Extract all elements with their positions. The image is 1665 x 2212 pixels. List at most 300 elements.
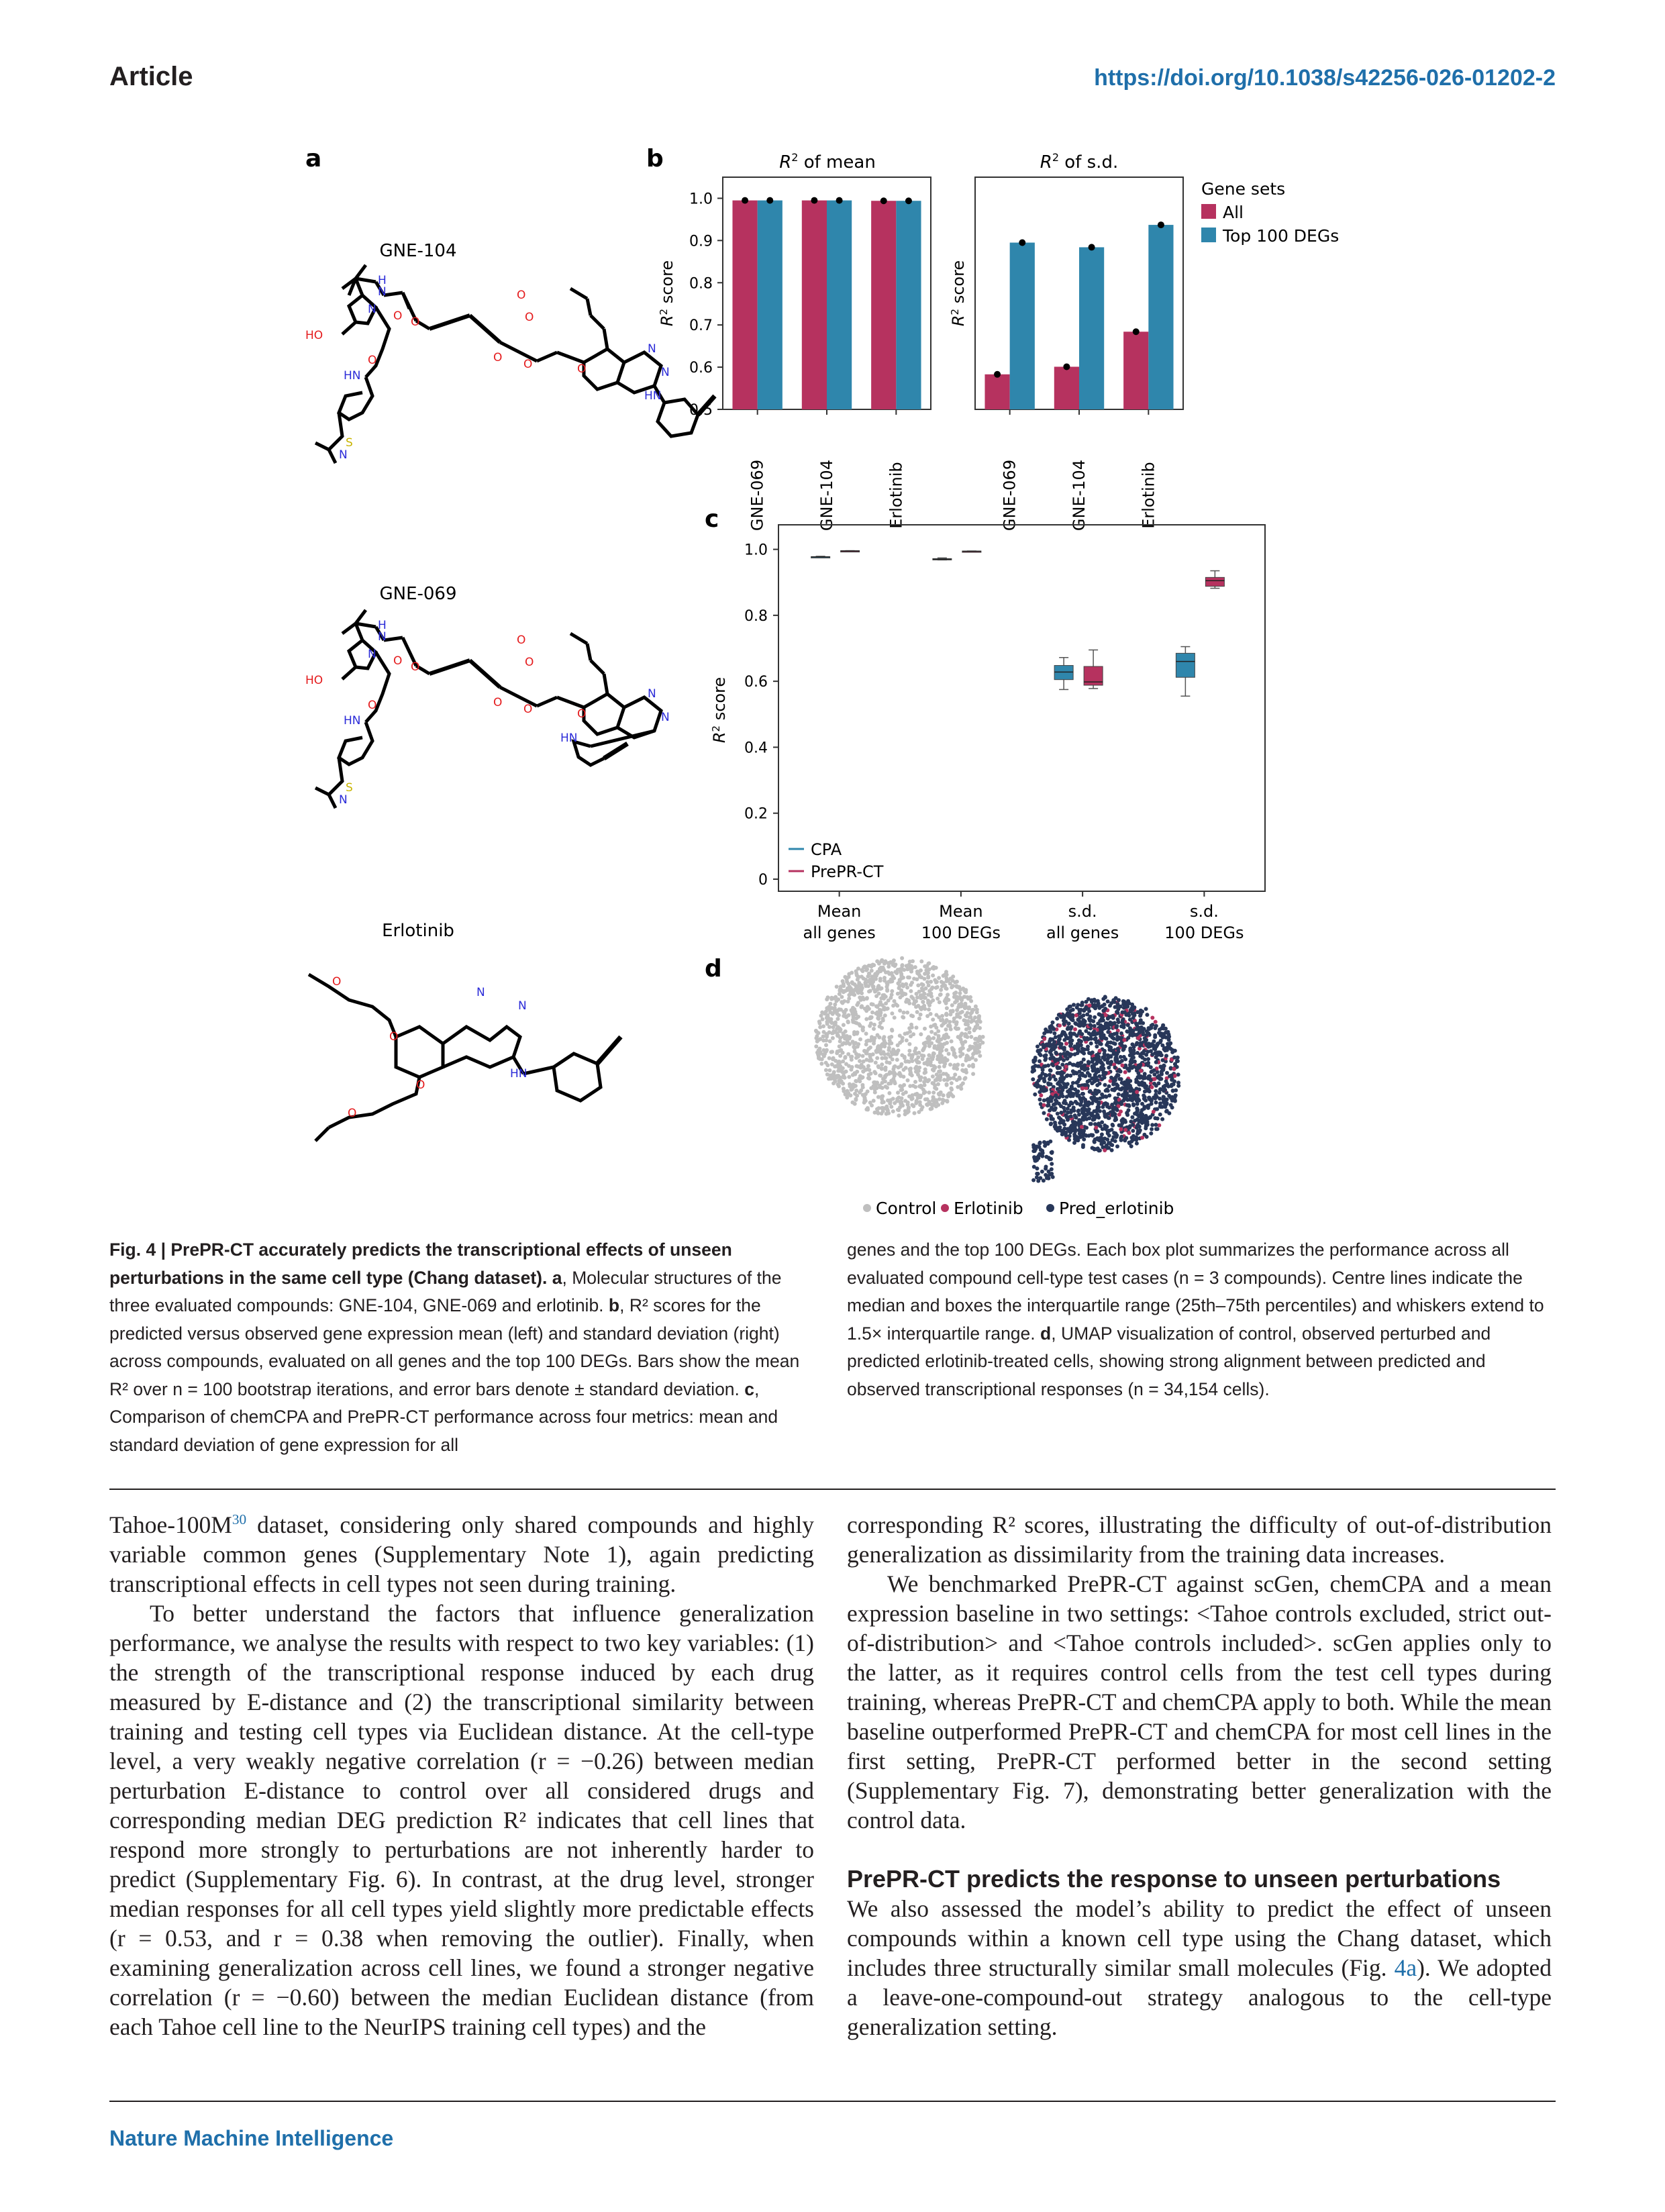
umap-point-perturbed xyxy=(1099,1027,1103,1031)
umap-point-control xyxy=(873,972,877,976)
umap-point-control xyxy=(963,995,967,999)
umap-point-perturbed xyxy=(1096,1021,1100,1025)
umap-point-control xyxy=(929,1107,934,1111)
umap-point-control xyxy=(933,1023,937,1027)
umap-point-perturbed xyxy=(1093,1024,1097,1028)
umap-point-perturbed xyxy=(1051,1026,1055,1030)
umap-point-control xyxy=(906,1101,910,1105)
umap-point-perturbed xyxy=(1071,1008,1075,1012)
umap-point-perturbed xyxy=(1082,1036,1087,1040)
umap-point-control xyxy=(961,1063,965,1067)
umap-point-perturbed xyxy=(1099,1042,1103,1046)
umap-point-control xyxy=(881,1109,885,1113)
umap-point-perturbed xyxy=(1130,1115,1134,1119)
umap-point-control xyxy=(967,1026,971,1030)
umap-point-perturbed xyxy=(1093,1063,1097,1067)
umap-point-perturbed xyxy=(1087,1061,1091,1065)
umap-point-control xyxy=(814,1044,818,1048)
umap-point-control xyxy=(880,1067,884,1071)
umap-point-perturbed xyxy=(1103,1083,1107,1087)
umap-point-perturbed xyxy=(1045,1117,1049,1121)
svg-text:O: O xyxy=(416,1078,425,1092)
umap-point-control xyxy=(960,1052,964,1056)
umap-point-control xyxy=(971,1064,975,1068)
umap-point-perturbed xyxy=(1145,1013,1149,1017)
umap-point-control xyxy=(858,1038,862,1042)
umap-point-control xyxy=(926,976,930,980)
umap-point-control xyxy=(904,982,908,986)
umap-point-perturbed xyxy=(1165,1097,1169,1101)
umap-point-control xyxy=(942,1093,946,1097)
svg-text:O: O xyxy=(389,1030,399,1044)
body-column-right xyxy=(847,1510,1552,2042)
umap-point-control xyxy=(915,995,919,999)
umap-point-perturbed xyxy=(1152,1072,1156,1076)
umap-point-perturbed xyxy=(1103,1148,1107,1152)
umap-point-perturbed xyxy=(1136,1036,1140,1040)
umap-point-control xyxy=(842,1023,846,1027)
umap-point-perturbed xyxy=(1042,1046,1046,1050)
umap-point-control xyxy=(960,1032,964,1036)
umap-point-perturbed xyxy=(1052,1103,1056,1107)
umap-point-control xyxy=(815,1040,819,1044)
umap-point-perturbed xyxy=(1154,1127,1158,1131)
svg-text:O: O xyxy=(523,703,533,716)
umap-point-perturbed xyxy=(1131,1134,1136,1138)
umap-point-control xyxy=(905,986,909,990)
umap-point-perturbed xyxy=(1101,1105,1105,1109)
umap-point-control xyxy=(921,995,925,999)
umap-point-control xyxy=(947,1091,951,1095)
umap-point-perturbed xyxy=(1072,1092,1076,1096)
umap-point-perturbed xyxy=(1064,1042,1068,1046)
umap-point-control xyxy=(971,1072,975,1076)
umap-point-perturbed xyxy=(1068,1040,1072,1044)
umap-point-control xyxy=(860,974,864,978)
umap-point-perturbed xyxy=(1176,1080,1180,1085)
umap-point-control xyxy=(943,984,947,988)
umap-point-perturbed xyxy=(1091,1033,1095,1037)
umap-point-perturbed xyxy=(1172,1067,1176,1071)
umap-point-perturbed xyxy=(1068,1125,1072,1129)
umap-point-control xyxy=(872,1027,876,1031)
umap-point-control xyxy=(914,1052,918,1056)
umap-point-perturbed xyxy=(1132,1052,1136,1056)
legend-c-prepr-label: PrePR-CT xyxy=(811,862,884,881)
umap-point-control xyxy=(887,1048,891,1052)
umap-point-perturbed xyxy=(1042,1103,1046,1107)
umap-point-perturbed xyxy=(1094,1125,1098,1129)
svg-text:O: O xyxy=(393,654,403,668)
umap-point-control xyxy=(878,1085,882,1089)
umap-point-perturbed xyxy=(1052,1108,1056,1112)
umap-point-control xyxy=(945,1041,949,1045)
umap-point-control xyxy=(852,1015,856,1019)
umap-point-perturbed xyxy=(1117,1073,1121,1077)
umap-point-control xyxy=(824,1043,828,1047)
umap-point-control xyxy=(890,1029,894,1033)
umap-point-control xyxy=(903,1032,907,1036)
umap-point-perturbed xyxy=(1171,1089,1175,1093)
umap-point-perturbed xyxy=(1031,1143,1036,1147)
umap-point-perturbed xyxy=(1078,1102,1082,1106)
umap-point-perturbed xyxy=(1113,1101,1117,1105)
umap-point-control xyxy=(898,1084,902,1088)
umap-point-perturbed xyxy=(1084,1117,1089,1121)
umap-point-control xyxy=(934,1078,938,1083)
umap-point-perturbed xyxy=(1169,1074,1173,1078)
umap-point-control xyxy=(846,1052,850,1056)
umap-point-control xyxy=(841,1032,845,1036)
umap-point-control xyxy=(951,1095,955,1099)
umap-point-control xyxy=(839,1027,843,1032)
umap-point-perturbed xyxy=(1062,1106,1066,1110)
umap-point-perturbed xyxy=(1149,1049,1153,1053)
umap-point-perturbed xyxy=(1119,1100,1123,1104)
umap-point-perturbed xyxy=(1117,1093,1121,1097)
umap-point-perturbed xyxy=(1082,1068,1087,1072)
doi-link[interactable]: https://doi.org/10.1038/s42256-026-01202-2 xyxy=(1094,65,1556,91)
umap-point-control xyxy=(870,968,874,972)
umap-point-control xyxy=(915,1025,919,1029)
umap-point-perturbed xyxy=(1066,1082,1070,1086)
umap-point-perturbed xyxy=(1048,1077,1052,1081)
umap-point-control xyxy=(978,1026,982,1030)
umap-point-perturbed xyxy=(1090,1076,1094,1080)
umap-point-control xyxy=(948,1062,952,1066)
figure-4a-link[interactable]: 4a xyxy=(1394,1954,1417,1981)
umap-point-perturbed xyxy=(1145,1089,1149,1093)
article-label: Article xyxy=(109,62,193,91)
umap-point-control xyxy=(834,1023,838,1027)
umap-point-control xyxy=(844,1015,848,1019)
umap-point-control xyxy=(931,1091,936,1095)
umap-point-perturbed xyxy=(1163,1048,1167,1052)
umap-point-perturbed xyxy=(1136,1097,1140,1101)
umap-point-perturbed xyxy=(1158,1027,1162,1032)
umap-point-perturbed xyxy=(1073,1027,1077,1032)
umap-point-control xyxy=(828,1040,832,1044)
umap-point-control xyxy=(975,1047,979,1051)
c-xlabel-1-1: 100 DEGs xyxy=(921,923,1001,942)
umap-point-control xyxy=(890,979,894,983)
umap-point-perturbed xyxy=(1114,1087,1118,1091)
umap-point-perturbed xyxy=(1031,1065,1035,1069)
umap-point-perturbed xyxy=(1128,1098,1132,1102)
c-xlabel-0-1: all genes xyxy=(803,923,876,942)
svg-text:HN: HN xyxy=(560,732,578,745)
umap-point-control xyxy=(966,1007,970,1011)
umap-point-perturbed xyxy=(1056,1066,1060,1070)
umap-point-perturbed xyxy=(1113,1097,1117,1101)
c-xlabel-3-0: s.d. xyxy=(1189,902,1219,921)
umap-point-perturbed xyxy=(1141,1021,1145,1025)
umap-point-control xyxy=(931,1036,936,1040)
umap-point-control xyxy=(926,993,930,997)
umap-point-perturbed xyxy=(1047,1170,1051,1174)
umap-point-perturbed xyxy=(1038,1142,1042,1146)
umap-point-control xyxy=(899,1088,903,1092)
umap-point-perturbed xyxy=(1066,1036,1070,1040)
chart-b-left-title: $R^2$ of mean xyxy=(779,151,876,172)
umap-point-perturbed xyxy=(1038,1097,1042,1101)
b-right-bar-0-1 xyxy=(1010,243,1035,409)
umap-point-control xyxy=(872,1080,876,1085)
umap-point-perturbed xyxy=(1165,1101,1169,1105)
umap-point-control xyxy=(861,1070,865,1074)
umap-point-control xyxy=(925,1040,929,1044)
umap-point-perturbed xyxy=(1099,1066,1103,1070)
umap-point-control xyxy=(966,1048,970,1052)
umap-point-perturbed xyxy=(1081,1130,1085,1134)
umap-point-perturbed xyxy=(1089,1052,1093,1056)
umap-point-control xyxy=(923,1076,927,1080)
umap-point-control xyxy=(831,1056,836,1060)
umap-point-control xyxy=(897,1113,901,1117)
umap-point-control xyxy=(841,1066,845,1070)
chart-b-right-title: $R^2$ of s.d. xyxy=(1040,151,1119,172)
caption-text-c-cont: genes and the top 100 DEGs. Each box plot summarizes the performance across all evaluated compound cell-type test cases (n = 3 compounds). Centre lines indicate the median and boxes the interquartile range (25th–75th percentiles) and whiskers extend to 1.5× interquartile range. xyxy=(847,1240,1544,1344)
umap-point-perturbed xyxy=(1119,1032,1123,1036)
svg-text:N: N xyxy=(378,630,387,644)
umap-point-perturbed xyxy=(1150,1016,1154,1020)
umap-point-control xyxy=(869,982,873,986)
umap-point-perturbed xyxy=(1103,995,1107,999)
umap-point-control xyxy=(874,1060,878,1064)
umap-point-control xyxy=(933,978,937,982)
umap-point-perturbed xyxy=(1061,1030,1065,1034)
umap-point-control xyxy=(864,1032,868,1036)
umap-point-control xyxy=(926,971,930,975)
umap-point-perturbed xyxy=(1107,1105,1111,1109)
c-xlabel-3-1: 100 DEGs xyxy=(1164,923,1244,942)
umap-point-perturbed xyxy=(1106,1030,1110,1034)
umap-point-control xyxy=(947,1052,951,1056)
umap-point-perturbed xyxy=(1054,1093,1058,1097)
svg-text:O: O xyxy=(523,358,533,371)
svg-text:HN: HN xyxy=(510,1067,527,1080)
umap-point-perturbed xyxy=(1124,1136,1128,1140)
umap-point-perturbed xyxy=(1153,1026,1157,1030)
reference-30-link[interactable]: 30 xyxy=(232,1511,247,1528)
umap-point-perturbed xyxy=(1073,1125,1077,1129)
umap-point-perturbed xyxy=(1129,1058,1133,1062)
panel-letter-b: b xyxy=(646,145,664,172)
umap-point-control xyxy=(961,1081,965,1085)
umap-point-control xyxy=(880,1062,884,1066)
umap-point-perturbed xyxy=(1093,1089,1097,1093)
umap-point-control xyxy=(870,1011,874,1015)
umap-point-control xyxy=(940,980,944,984)
figure-caption-left: Fig. 4 | PrePR-CT accurately predicts the transcriptional effects of unseen perturbations in the same cell type (Chang dataset). a, Molecular structures of the three evaluated compounds: GNE-104, GNE-069 and erlotinib. b, R² scores for the predicted versus observed gene expression mean (left) and standard deviation (right) across compounds, evaluated on all genes and the top 100 DEGs. Bars show the mean R² over n = 100 bootstrap iterations, and error bars denote ± standard deviation. c, Comparison of chemCPA and PrePR-CT performance across four metrics: mean and standard deviation of gene expression for all xyxy=(109,1240,800,1455)
umap-point-control xyxy=(919,968,923,972)
umap-point-control xyxy=(963,1006,967,1010)
umap-point-perturbed xyxy=(1117,1036,1121,1040)
umap-point-control xyxy=(864,1040,868,1044)
umap-point-control xyxy=(949,1009,953,1013)
b-right-xlabel-2: Erlotinib xyxy=(1139,462,1158,529)
svg-text:O: O xyxy=(348,1107,357,1120)
umap-point-perturbed xyxy=(1152,1110,1156,1114)
umap-point-control xyxy=(858,1091,862,1095)
umap-point-perturbed xyxy=(1161,1058,1165,1062)
umap-point-control xyxy=(844,1055,848,1059)
umap-point-control xyxy=(934,966,938,970)
legend-b-all-label: All xyxy=(1223,203,1244,222)
umap-point-perturbed xyxy=(1091,1097,1095,1101)
umap-point-perturbed xyxy=(1092,1057,1096,1061)
umap-point-control xyxy=(864,982,868,986)
svg-text:O: O xyxy=(493,696,503,709)
umap-point-perturbed xyxy=(1136,1108,1140,1112)
umap-point-control xyxy=(868,1053,872,1057)
umap-point-perturbed xyxy=(1078,1132,1082,1136)
umap-point-perturbed xyxy=(1050,1062,1054,1066)
legend-b-title: Gene sets xyxy=(1201,179,1286,199)
umap-point-control xyxy=(833,1064,837,1068)
umap-point-perturbed xyxy=(1064,1064,1068,1068)
umap-point-perturbed xyxy=(1128,1124,1132,1128)
umap-point-perturbed xyxy=(1148,1115,1152,1119)
umap-point-control xyxy=(944,1027,948,1032)
svg-text:N: N xyxy=(476,986,485,999)
umap-point-perturbed xyxy=(1087,1111,1091,1115)
svg-text:N: N xyxy=(368,303,376,316)
umap-point-control xyxy=(862,1098,866,1102)
umap-point-control xyxy=(851,1020,855,1024)
umap-point-perturbed xyxy=(1078,1020,1082,1024)
umap-point-control xyxy=(917,1060,921,1064)
umap-point-perturbed xyxy=(1039,1076,1043,1080)
umap-point-perturbed xyxy=(1082,1018,1086,1022)
umap-point-control xyxy=(835,1031,839,1035)
umap-point-control xyxy=(915,1010,919,1014)
umap-point-control xyxy=(931,974,935,978)
umap-point-perturbed xyxy=(1111,1123,1115,1127)
umap-point-control xyxy=(824,1061,828,1065)
umap-point-perturbed xyxy=(1081,1115,1085,1119)
umap-point-control xyxy=(907,1107,911,1111)
caption-text-a: Molecular structures of the three evaluated compounds: GNE-104, GNE-069 and erlotinib. xyxy=(109,1267,782,1315)
umap-point-control xyxy=(885,989,889,993)
umap-point-control xyxy=(818,1047,822,1051)
umap-point-control xyxy=(882,1006,886,1010)
umap-point-control xyxy=(944,972,948,976)
umap-point-control xyxy=(867,1076,871,1080)
umap-point-control xyxy=(824,1009,828,1013)
svg-text:O: O xyxy=(577,707,587,721)
svg-text:O: O xyxy=(368,354,377,367)
panel-letter-a: a xyxy=(305,145,322,172)
umap-point-control xyxy=(969,1035,973,1039)
umap-point-perturbed xyxy=(1093,1073,1097,1077)
umap-point-perturbed xyxy=(1158,1077,1162,1081)
b-right-bar-1-0 xyxy=(1054,366,1079,409)
umap-point-control xyxy=(961,987,965,991)
umap-point-control xyxy=(819,1014,823,1018)
umap-point-control xyxy=(907,1026,911,1030)
umap-point-perturbed xyxy=(1071,1018,1075,1022)
c-yticklabel-4: 0.8 xyxy=(744,607,768,625)
umap-point-perturbed xyxy=(1069,1052,1073,1056)
umap-point-control xyxy=(872,1023,876,1027)
umap-point-perturbed xyxy=(1136,1132,1140,1136)
umap-point-perturbed xyxy=(1076,1109,1080,1113)
umap-point-perturbed xyxy=(1076,1089,1080,1093)
umap-point-perturbed xyxy=(1104,1101,1108,1105)
umap-point-control xyxy=(856,1030,860,1034)
umap-point-perturbed xyxy=(1125,1078,1129,1083)
umap-point-perturbed xyxy=(1140,1056,1144,1060)
umap-point-control xyxy=(831,1012,835,1016)
umap-point-perturbed xyxy=(1089,1122,1093,1126)
umap-point-perturbed xyxy=(1049,1095,1053,1099)
umap-point-perturbed xyxy=(1099,1034,1103,1038)
b-left-errpoint-1-1 xyxy=(836,197,843,204)
b-left-bar-2-0 xyxy=(871,201,896,409)
umap-point-control xyxy=(920,987,924,991)
umap-point-perturbed xyxy=(1079,1060,1083,1064)
umap-point-perturbed xyxy=(1153,1047,1157,1051)
umap-point-perturbed xyxy=(1052,1040,1056,1044)
umap-point-perturbed xyxy=(1112,1052,1116,1056)
c-box-3-1 xyxy=(1205,577,1224,586)
umap-perturbed-cluster xyxy=(1031,995,1181,1183)
b-right-bar-1-1 xyxy=(1079,247,1104,409)
umap-point-control xyxy=(949,1087,953,1091)
umap-point-perturbed xyxy=(1125,1091,1129,1095)
umap-point-control xyxy=(847,1075,851,1079)
umap-point-perturbed xyxy=(1121,1018,1125,1022)
caption-panel-b: b xyxy=(608,1295,620,1315)
umap-point-perturbed xyxy=(1044,1166,1048,1170)
umap-point-control xyxy=(909,989,913,993)
b-right-bar-2-0 xyxy=(1123,332,1148,409)
umap-point-perturbed xyxy=(1062,1101,1066,1105)
umap-point-perturbed xyxy=(1131,1016,1136,1020)
umap-point-perturbed xyxy=(1146,1063,1150,1067)
umap-point-control xyxy=(852,1045,856,1049)
umap-point-perturbed xyxy=(1095,1109,1099,1113)
umap-point-perturbed xyxy=(1054,1036,1058,1040)
umap-point-perturbed xyxy=(1142,1097,1146,1101)
umap-point-control xyxy=(855,987,859,991)
legend-d-pred-dot xyxy=(1046,1204,1054,1212)
b-right-xlabel-1: GNE-104 xyxy=(1070,459,1089,532)
svg-text:O: O xyxy=(577,362,587,376)
umap-point-control xyxy=(928,1037,932,1041)
umap-point-control xyxy=(908,1084,912,1088)
umap-point-perturbed xyxy=(1135,1142,1139,1146)
umap-point-perturbed xyxy=(1058,1129,1062,1133)
umap-point-control xyxy=(942,1078,946,1082)
umap-point-control xyxy=(959,1038,963,1042)
umap-point-control xyxy=(861,1085,865,1089)
umap-point-perturbed xyxy=(1158,1105,1162,1109)
umap-point-perturbed xyxy=(1078,1121,1082,1125)
umap-point-control xyxy=(936,1039,940,1043)
umap-point-control xyxy=(936,1047,940,1051)
umap-point-control xyxy=(917,1017,921,1021)
b-left-yticklabel-5: 1.0 xyxy=(689,191,713,208)
umap-point-control xyxy=(968,995,972,999)
umap-point-control xyxy=(900,1097,904,1101)
umap-point-control xyxy=(908,960,912,964)
umap-point-perturbed xyxy=(1113,1139,1117,1143)
umap-point-perturbed xyxy=(1136,1113,1140,1117)
umap-point-control xyxy=(855,1070,859,1074)
umap-point-perturbed xyxy=(1145,1135,1149,1139)
